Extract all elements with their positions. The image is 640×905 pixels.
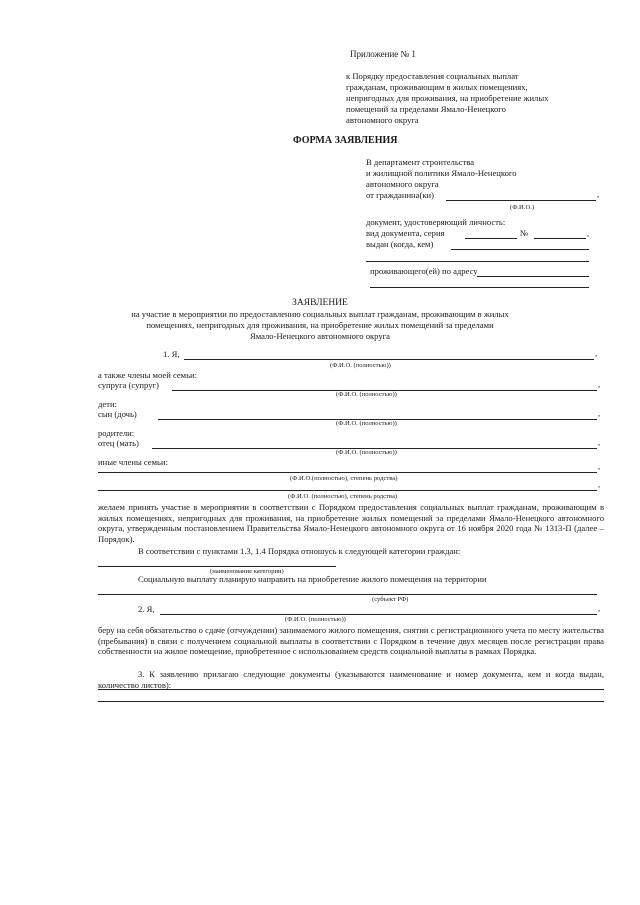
appendix-order-line-4: помещений за пределами Ямало-Ненецкого [346, 104, 506, 114]
doc-number-label: № [520, 228, 529, 238]
son-caption: (Ф.И.О. (полностью)) [336, 420, 397, 427]
other-member-field-2[interactable] [98, 490, 597, 491]
parents-label: родители: [98, 428, 135, 438]
appendix-order-line-3: непригодных для проживания, на приобретение жилых [346, 93, 549, 103]
issued-field-cont[interactable] [366, 261, 589, 262]
addressee-line-1: В департамент строительства [366, 157, 475, 167]
section2-i-label: 2. Я, [138, 604, 155, 614]
addressee-line-2: и жилищной политики Ямало-Ненецкого [366, 168, 517, 178]
doc-label: документ, удостоверяющий личность: [366, 217, 506, 227]
doc-number-field[interactable] [534, 238, 586, 239]
obligation-paragraph: беру на себя обязательство о сдаче (отчуждении) занимаемого жилого помещения, снятии с регистрационного учета по месту жительства (пребывания) в связи с получением социальной выплаты в соответствии с Порядком в течение двух месяцев после регистрации права собственности на жилое помещение, приобретенное с использованием средств социальной выплаты в рамках Порядка. [98, 625, 604, 657]
category-text: В соответствии с пунктами 1.3, 1.4 Порядка отношусь к следующей категории граждан: [138, 546, 461, 556]
son-label: сын (дочь) [98, 409, 137, 419]
from-fio-caption: (Ф.И.О.) [510, 204, 535, 211]
issued-label: выдан (когда, кем) [366, 239, 434, 249]
statement-subtitle-1: на участие в мероприятии по предоставлению социальных выплат гражданам, проживающим в жилых [131, 309, 509, 319]
appendix-order-line-5: автономного округа [346, 115, 419, 125]
appendix-order-line-1: к Порядку предоставления социальных выплат [346, 71, 519, 81]
subject-caption: (субъект РФ) [372, 596, 409, 603]
applicant-fio-field[interactable] [184, 359, 594, 360]
from-fio-field[interactable] [446, 200, 596, 201]
documents-field-1[interactable] [98, 689, 604, 690]
section3-text: 3. К заявлению прилагаю следующие документы (указываются наименование и номер документа, кем и когда выдан, количество листов): [98, 669, 604, 690]
statement-subtitle-2: помещениях, непригодных для проживания, на приобретение жилых помещений за пределами [146, 320, 494, 330]
wish-paragraph: желаем принять участие в мероприятии в соответствии с Порядком предоставления социальных выплат гражданам, проживающим в жилых помещениях, непригодных для проживания, на приобретение жилых помещений за пределами Ямало-Ненецкого автономного округа, утвержденным постановлением Правительства Ямало-Ненецкого автономного округа от 16 ноября 2020 года № 1313-П (далее – Порядок). [98, 502, 604, 545]
category-caption: (наименование категории) [210, 568, 284, 575]
appendix-order-line-2: гражданам, проживающим в жилых помещениях, [346, 82, 528, 92]
section2-fio-field[interactable] [160, 614, 597, 615]
spouse-caption: (Ф.И.О. (полностью)) [336, 391, 397, 398]
father-caption: (Ф.И.О. (полностью)) [336, 449, 397, 456]
section2-fio-caption: (Ф.И.О. (полностью)) [285, 616, 346, 623]
others-label: иные члены семьи: [98, 457, 168, 467]
father-label: отец (мать) [98, 438, 139, 448]
children-label: дети: [98, 399, 117, 409]
address-field-cont[interactable] [370, 287, 589, 288]
issued-field[interactable] [451, 249, 589, 250]
appendix-title: Приложение № 1 [350, 49, 416, 59]
from-label: от гражданина(ки) [366, 190, 434, 200]
other-member-caption-1: (Ф.И.О.(полностью), степень родства) [290, 475, 398, 482]
form-heading: ФОРМА ЗАЯВЛЕНИЯ [293, 135, 398, 146]
section1-i-label: 1. Я, [163, 349, 180, 359]
applicant-fio-caption: (Ф.И.О. (полностью)) [330, 362, 391, 369]
statement-subtitle-3: Ямало-Ненецкого автономного округа [250, 331, 390, 341]
family-label: а также члены моей семьи: [98, 370, 198, 380]
addressee-line-3: автономного округа [366, 179, 439, 189]
direct-text: Социальную выплату планирую направить на приобретение жилого помещения на территории [138, 574, 487, 584]
other-member-field-1[interactable] [98, 472, 597, 473]
other-member-caption-2: (Ф.И.О. (полностью), степень родства) [288, 493, 398, 500]
address-field[interactable] [477, 276, 589, 277]
subject-field[interactable] [98, 594, 597, 595]
statement-title: ЗАЯВЛЕНИЕ [292, 298, 348, 308]
documents-field-2[interactable] [98, 701, 604, 702]
doc-type-label: вид документа, серия [366, 228, 445, 238]
category-field[interactable] [98, 566, 336, 567]
address-label: проживающего(ей) по адресу [370, 266, 478, 276]
spouse-label: супруга (супруг) [98, 380, 159, 390]
doc-series-field[interactable] [465, 238, 517, 239]
